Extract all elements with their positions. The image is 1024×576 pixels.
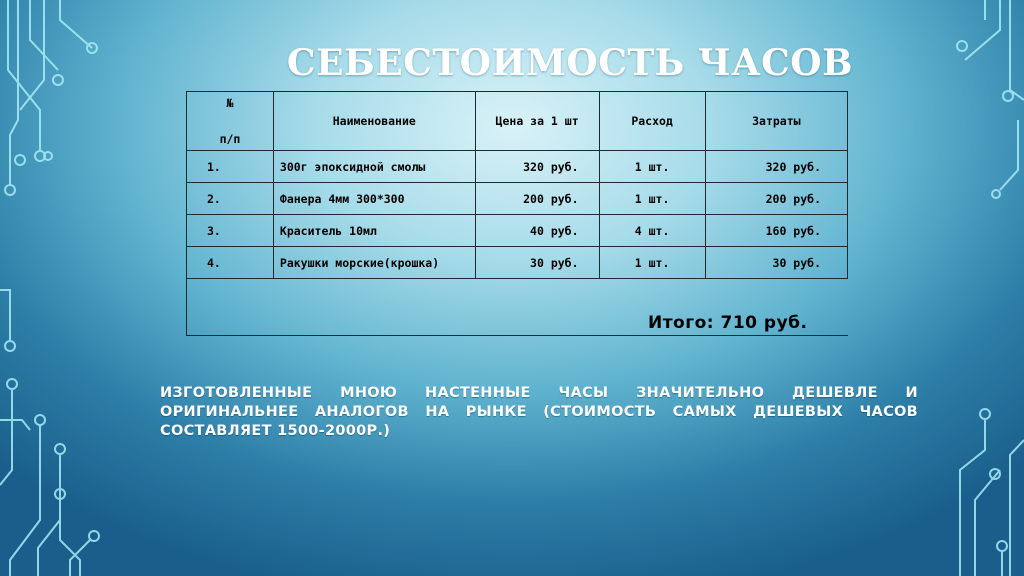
table-row <box>187 215 848 247</box>
header-name: Наименование <box>273 92 475 151</box>
header-num <box>187 92 274 151</box>
row-name: Фанера 4мм 300*300 <box>273 183 475 215</box>
header-price: Цена за 1 шт <box>475 92 599 151</box>
slide-title: СЕБЕСТОИМОСТЬ ЧАСОВ <box>286 42 854 84</box>
row-total: 200 руб. <box>705 183 847 215</box>
row-qty: 1 шт. <box>599 247 705 279</box>
row-total: 160 руб. <box>705 215 847 247</box>
row-price: 200 руб. <box>475 183 599 215</box>
row-name: 300г эпоксидной смолы <box>273 151 475 183</box>
row-qty: 1 шт. <box>599 183 705 215</box>
row-price: 320 руб. <box>475 151 599 183</box>
header-num-abbr: п/п <box>219 132 241 146</box>
caption-text: ИЗГОТОВЛЕННЫЕ МНОЮ НАСТЕННЫЕ ЧАСЫ ЗНАЧИТЕЛЬНО ДЕШЕВЛЕ И ОРИГИНАЛЬНЕЕ АНАЛОГОВ НА РЫНКЕ (СТОИМОСТЬ САМЫХ ДЕШЕВЫХ ЧАСОВ СОСТАВЛЯЕТ 1500-2000Р.) <box>160 385 918 439</box>
row-price: 40 руб. <box>475 215 599 247</box>
table-summary-row <box>187 279 848 336</box>
row-num: 4. <box>187 247 274 279</box>
row-qty: 1 шт. <box>599 151 705 183</box>
row-num: 3. <box>187 215 274 247</box>
row-qty: 4 шт. <box>599 215 705 247</box>
row-name: Краситель 10мл <box>273 215 475 247</box>
row-price: 30 руб. <box>475 247 599 279</box>
row-num: 1. <box>187 151 274 183</box>
table-row <box>187 151 848 183</box>
row-num: 2. <box>187 183 274 215</box>
table-row <box>187 183 848 215</box>
header-qty: Расход <box>599 92 705 151</box>
row-total: 320 руб. <box>705 151 847 183</box>
table-header-row <box>187 92 848 151</box>
total-sum: Итого: 710 руб. <box>187 279 848 336</box>
header-num-symbol: № <box>226 96 234 110</box>
header-total: Затраты <box>705 92 847 151</box>
row-total: 30 руб. <box>705 247 847 279</box>
cost-table <box>186 91 848 336</box>
table-row <box>187 247 848 279</box>
row-name: Ракушки морские(крошка) <box>273 247 475 279</box>
